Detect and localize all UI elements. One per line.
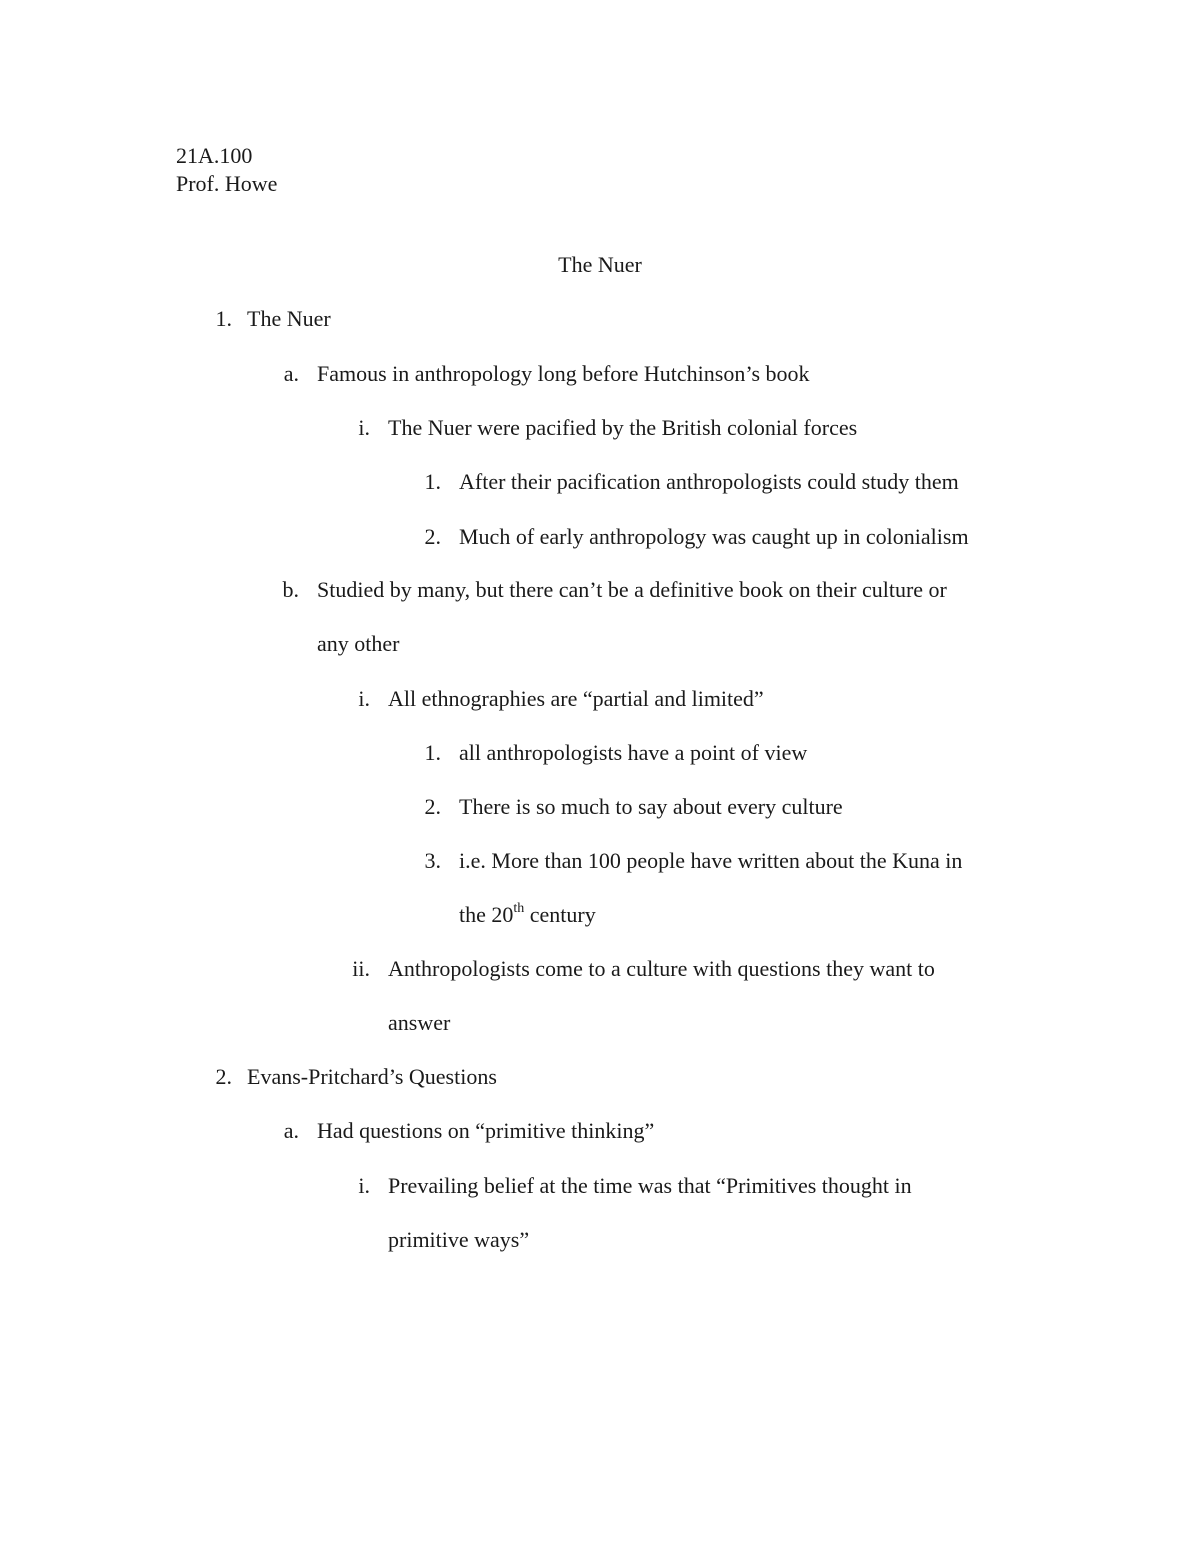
list-marker: i. bbox=[358, 415, 370, 440]
text-after-superscript: century bbox=[524, 902, 596, 927]
outline-item-text: Famous in anthropology long before Hutchinson’s book bbox=[317, 361, 810, 386]
superscript-ordinal: th bbox=[513, 900, 525, 916]
list-marker: b. bbox=[282, 577, 299, 602]
outline-item-text: There is so much to say about every culture bbox=[459, 794, 843, 819]
list-marker: 2. bbox=[424, 794, 441, 819]
outline-item-text-continued: any other bbox=[317, 631, 400, 656]
outline-item-text: i.e. More than 100 people have written about the Kuna in bbox=[459, 848, 963, 873]
professor-name: Prof. Howe bbox=[176, 171, 278, 196]
list-marker: i. bbox=[358, 1173, 370, 1198]
outline-item-text: Studied by many, but there can’t be a definitive book on their culture or bbox=[317, 577, 947, 602]
outline-item-text: All ethnographies are “partial and limited” bbox=[388, 686, 764, 711]
list-marker: 1. bbox=[215, 306, 232, 331]
outline-item-text: After their pacification anthropologists could study them bbox=[459, 469, 959, 494]
list-marker: 1. bbox=[424, 469, 441, 494]
outline-item-text: Had questions on “primitive thinking” bbox=[317, 1118, 655, 1143]
outline-item-text: Much of early anthropology was caught up in colonialism bbox=[459, 524, 969, 549]
list-marker: 3. bbox=[424, 848, 441, 873]
outline-item-text: all anthropologists have a point of view bbox=[459, 740, 808, 765]
list-marker: 1. bbox=[424, 740, 441, 765]
list-marker: a. bbox=[283, 1118, 299, 1143]
outline-item-text: Prevailing belief at the time was that “Primitives thought in bbox=[388, 1173, 912, 1198]
list-marker: 2. bbox=[215, 1064, 232, 1089]
outline-item-text: The Nuer bbox=[247, 306, 331, 331]
list-marker: a. bbox=[283, 361, 299, 386]
course-number: 21A.100 bbox=[176, 143, 253, 168]
outline-item-text-continued: primitive ways” bbox=[388, 1227, 530, 1252]
list-marker: ii. bbox=[352, 956, 370, 981]
outline-item-text-continued: answer bbox=[388, 1010, 451, 1035]
page-title: The Nuer bbox=[558, 252, 642, 277]
outline-item-text: Evans-Pritchard’s Questions bbox=[247, 1064, 497, 1089]
outline-item-text-continued bbox=[459, 902, 596, 928]
outline-item-text: The Nuer were pacified by the British colonial forces bbox=[388, 415, 858, 440]
outline-item-text: Anthropologists come to a culture with questions they want to bbox=[388, 956, 935, 981]
list-marker: i. bbox=[358, 686, 370, 711]
list-marker: 2. bbox=[424, 524, 441, 549]
text-before-superscript: the 20 bbox=[459, 902, 514, 927]
